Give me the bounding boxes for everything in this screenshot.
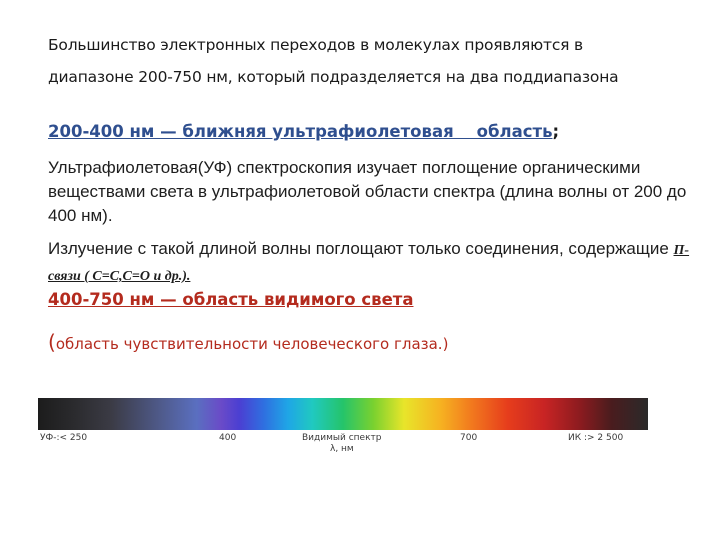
wavelength-unit-label: λ, нм <box>330 444 354 454</box>
note-text: область чувствительности человеческого глаза. <box>55 335 443 353</box>
uv-heading-semicolon: ; <box>552 122 560 141</box>
absorb-text: Излучение с такой длиной волны поглощают только соединения, содержащие <box>48 239 674 258</box>
visible-heading: 400-750 нм — область видимого света <box>48 290 414 309</box>
spectrum-bar <box>38 398 648 430</box>
intro-line-2: диапазоне 200-750 нм, который подразделяется на два поддиапазона <box>48 68 619 86</box>
ir-range-label: ИК :> 2 500 <box>568 433 624 443</box>
note-open-paren: ( <box>48 330 56 354</box>
absorb-paragraph <box>48 237 698 289</box>
uv-heading-text: 200-400 нм — ближняя ультрафиолетовая область <box>48 122 553 141</box>
intro-line-1: Большинство электронных переходов в молекулах проявляются в <box>48 36 583 54</box>
tick-label-700: 700 <box>460 433 478 443</box>
uv-paragraph: Ультрафиолетовая(УФ) спектроскопия изучает поглощение органическими веществами света в ультрафиолетовой области спектра (длина волны от 200 до 400 нм). <box>48 158 687 225</box>
tick-label-400: 400 <box>219 433 237 443</box>
visible-spectrum-label: Видимый спектр <box>302 433 382 443</box>
uv-heading <box>48 122 559 141</box>
uv-range-label: УФ-:< 250 <box>40 433 88 443</box>
note-close-paren: ) <box>442 335 449 353</box>
pi-bond-formula: П- связи ( С=С,С=О и др.). <box>48 243 690 284</box>
visible-note <box>48 330 448 354</box>
